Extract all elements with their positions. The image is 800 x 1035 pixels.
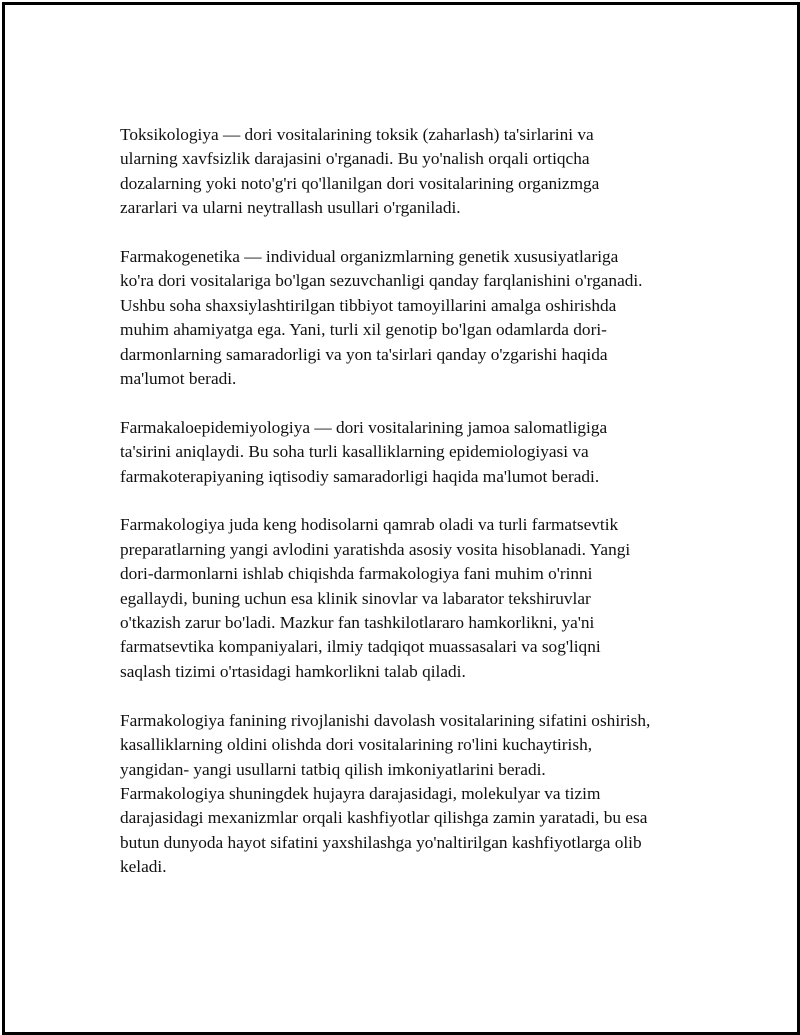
text-line: o'tkazish zarur bo'ladi. Mazkur fan tashkilotlararo hamkorlikni, ya'ni: [120, 613, 595, 633]
paragraph-farmakologiya-scope: [120, 513, 690, 684]
text-line: ma'lumot beradi.: [120, 369, 237, 389]
text-line: Farmakologiya fanining rivojlanishi davolash vositalarining sifatini oshirish,: [120, 710, 651, 730]
paragraph-farmakaloepidemiyologiya: [120, 416, 690, 489]
text-line: yangidan- yangi usullarni tatbiq qilish imkoniyatlarini beradi.: [120, 759, 546, 779]
text-line: kasalliklarning oldini olishda dori vositalarining ro'lini kuchaytirish,: [120, 735, 593, 755]
text-line: farmatsevtika kompaniyalari, ilmiy tadqiqot muassasalari va sog'liqni: [120, 637, 601, 657]
document-body: [120, 123, 690, 880]
text-line: Toksikologiya — dori vositalarining toksik (zaharlash) ta'sirlarini va: [120, 125, 594, 144]
text-line: darajasidagi mexanizmlar orqali kashfiyotlar qilishga zamin yaratadi, bu esa: [120, 808, 648, 828]
text-line: zararlari va ularni neytrallash usullari o'rganiladi.: [120, 198, 461, 218]
paragraph-farmakogenetika: [120, 245, 690, 391]
text-line: ko'ra dori vositalariga bo'lgan sezuvchanligi qanday farqlanishini o'rganadi.: [120, 271, 643, 291]
text-line: Farmakaloepidemiyologiya — dori vositalarining jamoa salomatligiga: [120, 417, 608, 437]
text-line: dozalarning yoki noto'g'ri qo'llanilgan dori vositalarining organizmga: [120, 173, 600, 193]
text-line: egallaydi, buning uchun esa klinik sinovlar va labarator tekshiruvlar: [120, 588, 591, 608]
paragraph-farmakologiya-development: [120, 709, 690, 880]
page-frame: [2, 2, 800, 1035]
text-line: Farmakologiya juda keng hodisolarni qamrab oladi va turli farmatsevtik: [120, 515, 619, 535]
text-line: Farmakogenetika — individual organizmlarning genetik xususiyatlariga: [120, 247, 619, 267]
text-line: Farmakologiya shuningdek hujayra darajasidagi, molekulyar va tizim: [120, 783, 601, 803]
paragraph-toksikologiya: [120, 123, 690, 221]
text-line: saqlash tizimi o'rtasidagi hamkorlikni talab qiladi.: [120, 661, 466, 681]
text-line: farmakoterapiyaning iqtisodiy samaradorligi haqida ma'lumot beradi.: [120, 466, 600, 486]
text-line: darmonlarning samaradorligi va yon ta'sirlari qanday o'zgarishi haqida: [120, 344, 608, 364]
text-line: dori-darmonlarni ishlab chiqishda farmakologiya fani muhim o'rinni: [120, 564, 593, 584]
text-line: keladi.: [120, 857, 167, 877]
text-line: preparatlarning yangi avlodini yaratishda asosiy vosita hisoblanadi. Yangi: [120, 539, 631, 559]
text-line: ularning xavfsizlik darajasini o'rganadi. Bu yo'nalish orqali ortiqcha: [120, 149, 590, 169]
text-line: Ushbu soha shaxsiylashtirilgan tibbiyot tamoyillarini amalga oshirishda: [120, 295, 617, 315]
text-line: ta'sirini aniqlaydi. Bu soha turli kasalliklarning epidemiologiyasi va: [120, 442, 589, 462]
text-line: muhim ahamiyatga ega. Yani, turli xil genotip bo'lgan odamlarda dori-: [120, 320, 607, 340]
text-line: butun dunyoda hayot sifatini yaxshilashga yo'naltirilgan kashfiyotlarga olib: [120, 832, 642, 852]
